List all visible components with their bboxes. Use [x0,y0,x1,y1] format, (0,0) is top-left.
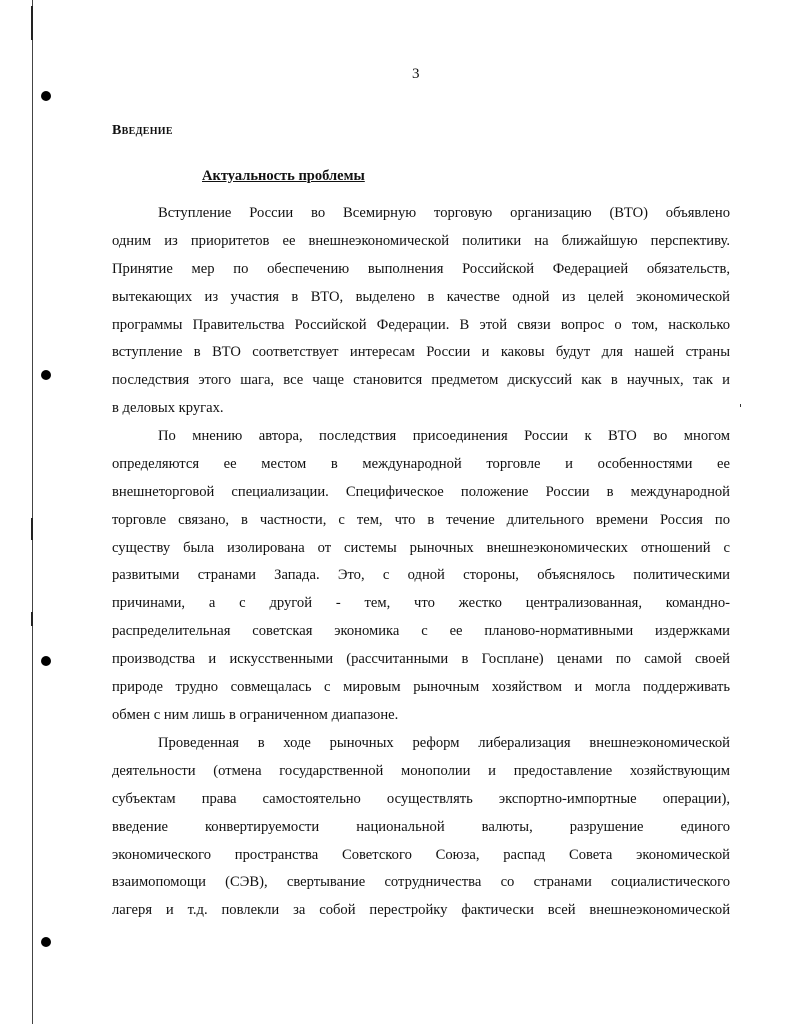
punch-hole [41,937,51,947]
text-line: субъектам права самостоятельно осуществлять экспортно-импортные операции), [112,790,730,807]
scan-speck [740,404,741,407]
text-line: существу была изолирована от системы рыночных внешнеэкономических отношений с [112,539,730,556]
scan-edge-line [32,0,33,1024]
punch-hole [41,91,51,101]
text-line: экономического пространства Советского Союза, распад Совета экономической [112,846,730,863]
text-line: лагеря и т.д. повлекли за собой перестройку фактически всей внешнеэкономической [112,902,730,919]
text-line: Вступление России во Всемирную торговую организацию (ВТО) объявлено [158,205,730,221]
text-line: обмен с ним лишь в ограниченном диапазоне. [112,706,399,723]
text-line: производства и искусственными (рассчитанными в Госплане) ценами по самой своей [112,651,730,668]
text-line: одним из приоритетов ее внешнеэкономической политики на ближайшую перспективу. [112,232,730,249]
text-line: торговле связано, в частности, с тем, что в течение длительного времени Россия по [112,511,730,528]
section-title: Введение [112,123,173,138]
scan-edge-mark [31,612,33,626]
paragraph [112,423,730,730]
scan-edge-mark [31,518,33,540]
paragraph [112,200,730,423]
text-line: введение конвертируемости национальной валюты, разрушение единого [112,818,730,835]
text-line: Принятие мер по обеспечению выполнения Российской Федерацией обязательств, [112,260,730,277]
text-line: развитыми странами Запада. Это, с одной стороны, объяснялось политическими [112,567,730,584]
punch-hole [41,370,51,380]
text-line: внешнеторговой специализации. Специфическое положение России в международной [112,483,730,500]
page-number: 3 [412,66,420,82]
text-line: По мнению автора, последствия присоединения России к ВТО во многом [158,428,730,444]
text-line: вытекающих из участия в ВТО, выделено в качестве одной из целей экономической [112,288,730,305]
text-line: вступление в ВТО соответствует интересам России и каковы будут для нашей страны [112,344,730,361]
subsection-title: Актуальность проблемы [202,168,365,184]
text-line: причинами, а с другой - тем, что жестко централизованная, командно- [112,595,730,612]
text-line: природе трудно совмещалась с мировым рыночным хозяйством и могла поддерживать [112,679,730,696]
text-line: последствия этого шага, все чаще становится предметом дискуссий как в научных, так и [112,372,730,389]
text-line: в деловых кругах. [112,400,224,417]
punch-hole [41,656,51,666]
text-line: деятельности (отмена государственной монополии и предоставление хозяйствующим [112,762,730,779]
scan-edge-mark [31,6,33,40]
text-line: распределительная советская экономика с ее планово-нормативными издержками [112,623,730,640]
text-line: Проведенная в ходе рыночных реформ либерализация внешнеэкономической [158,735,730,751]
text-line: взаимопомощи (СЭВ), свертывание сотрудничества со странами социалистического [112,874,730,891]
paragraph [112,730,730,925]
text-line: определяются ее местом в международной торговле и особенностями ее [112,455,730,472]
text-line: программы Правительства Российской Федерации. В этой связи вопрос о том, насколько [112,316,730,333]
